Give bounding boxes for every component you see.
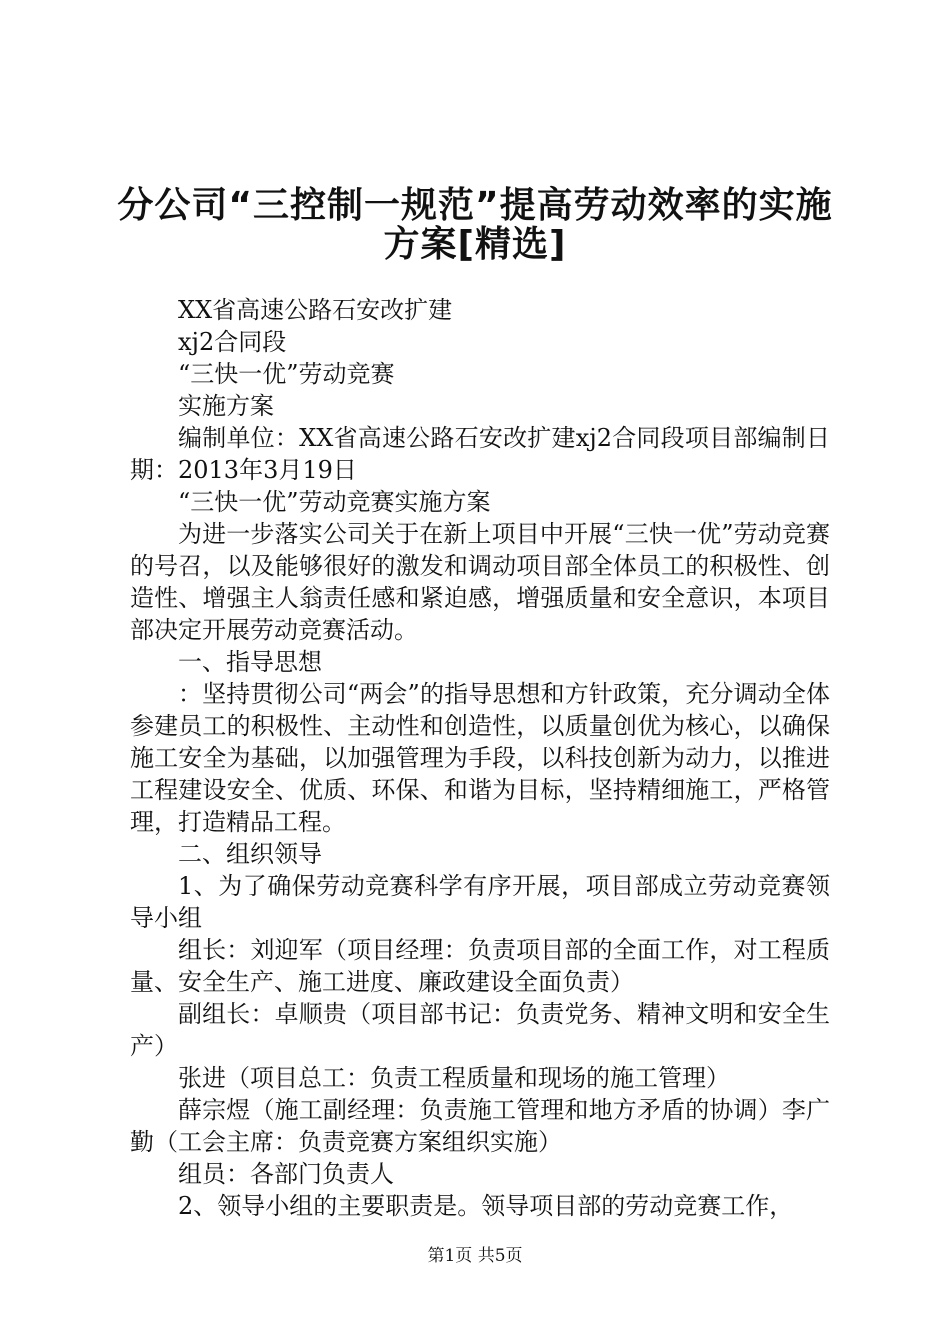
document-title-line-1: 分公司“三控制一规范”提高劳动效率的实施: [117, 185, 833, 226]
section-heading: 一、指导思想: [178, 648, 322, 676]
page-number-footer: 第1页 共5页: [427, 1246, 523, 1266]
paragraph: 编制单位：XX省高速公路石安改扩建xj2合同段项目部编制日期：2013年3月19日: [130, 424, 830, 484]
paragraph: “三快一优”劳动竞赛: [178, 360, 395, 388]
document-title-line-2: 方案[精选]: [383, 224, 567, 265]
paragraph: 组长：刘迎军（项目经理：负责项目部的全面工作，对工程质量、安全生产、施工进度、廉政建设全面负责）: [130, 936, 830, 996]
paragraph: XX省高速公路石安改扩建: [178, 296, 453, 324]
paragraph: 组员：各部门负责人: [178, 1160, 394, 1188]
paragraph: ：坚持贯彻公司“两会”的指导思想和方针政策，充分调动全体参建员工的积极性、主动性和创造性，以质量创优为核心，以确保施工安全为基础，以加强管理为手段，以科技创新为动力，以推进工程建设安全、优质、环保、和谐为目标，坚持精细施工，严格管理，打造精品工程。: [130, 680, 830, 836]
paragraph: 薛宗煜（施工副经理：负责施工管理和地方矛盾的协调）李广勤（工会主席：负责竞赛方案组织实施）: [130, 1096, 830, 1156]
paragraph: 为进一步落实公司关于在新上项目中开展“三快一优”劳动竞赛的号召，以及能够很好的激发和调动项目部全体员工的积极性、创造性、增强主人翁责任感和紧迫感，增强质量和安全意识，本项目部决定开展劳动竞赛活动。: [130, 520, 830, 644]
paragraph: 实施方案: [178, 392, 274, 420]
paragraph: 1、为了确保劳动竞赛科学有序开展，项目部成立劳动竞赛领导小组: [130, 872, 830, 932]
paragraph: 张进（项目总工：负责工程质量和现场的施工管理）: [178, 1064, 730, 1092]
paragraph: xj2合同段: [178, 328, 287, 356]
section-heading: 二、组织领导: [178, 840, 322, 868]
paragraph: 副组长：卓顺贵（项目部书记：负责党务、精神文明和安全生产）: [130, 1000, 830, 1060]
paragraph: 2、领导小组的主要职责是。领导项目部的劳动竞赛工作，: [178, 1192, 794, 1220]
document-body: [130, 294, 830, 1222]
paragraph: “三快一优”劳动竞赛实施方案: [178, 488, 491, 516]
